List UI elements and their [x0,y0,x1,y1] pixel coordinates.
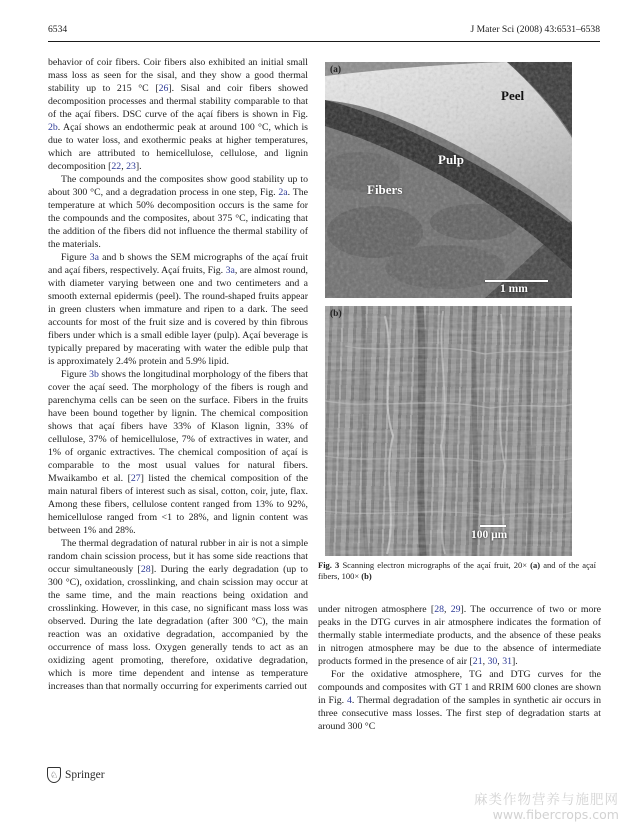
page-header [48,24,600,35]
citation-link[interactable]: 21 [472,656,483,667]
sem-fruit-image [325,62,572,298]
citation-link[interactable]: 29 [450,604,461,615]
watermark-line2: www.fibercrops.com [492,806,619,822]
scale-bar-a [485,280,548,282]
citation-link[interactable]: 31 [502,656,512,667]
sem-micrograph-fruit [325,62,572,298]
watermark [474,793,619,822]
sem-micrograph-fibers [325,306,572,556]
pulp-annotation: Pulp [438,152,465,167]
scale-text-a: 1 mm [500,283,528,295]
paragraph: Figure 3b shows the longitudinal morphology of the fibers that cover the açaí seed. The morphology of the fibers is rough and parenchyma cells can be seen on the surface. Fibers in the fruits have been bound together by lignin. The chemical composition shows that açaí fibers have 33% of Klason lignin, 33% of cellulose, 37% of hemicellulose, 7% of extractives in water, and 1% of organic extractives. The chemical composition of açaí is comparable to the most usual values for natural fibers. Mwaikambo et al. [27] listed the chemical composition of the main natural fibers of interest such as sisal, cotton, coir, jute, flax. Among these fibers, cellulose content ranged from 13% to 92%, hemicellulose ranged from <1 to 28%, and lignin content was between 1% and 28%. [48,369,308,536]
figure-caption: Fig. 3 Scanning electron micrographs of the açaí fruit, 20× (a) and of the açaí fibers, 100× (b) [318,560,596,581]
publisher-name: Springer [65,769,105,781]
panel-b-letter: (b) [330,309,342,319]
paragraph: The thermal degradation of natural rubber in air is not a simple random chain scission process, but it has some side reactions that occur simultaneously [28]. During the early degradation (up to 300 °C), oxidation, crosslinking, and chain scission may occur at the same time, and the main reactions being oxidation and crosslinking. However, in this case, no significant mass loss was observed. During the late degradation (after 300 °C), the main reaction was an oxidative degradation, accompanied by the occurrence of mass loss. Oxygen generally tends to act as an oxidizing agent promoting, therefore, oxidative degradation, which is more time dependent and intense as temperature increases than that normally occurring for experiments carried out [48,538,308,692]
citation-link[interactable]: 3a [225,265,235,276]
journal-reference: J Mater Sci (2008) 43:6531–6538 [470,24,600,35]
watermark-line1: 麻类作物营养与施肥网 [474,792,619,808]
paragraph: behavior of coir fibers. Coir fibers also exhibited an initial small mass loss as seen for the sisal, and they show a good thermal stability up to 215 °C [26]. Sisal and coir fibers showed decomposition processes and thermal stability comparable to that of the açaí fibers. DSC curve of the açaí fibers is shown in Fig. 2b. Açaí shows an endothermic peak at around 100 °C, which is due to water loss, and exothermic peaks at higher temperatures, which are attributed to hemicellulose, cellulose, and lignin decomposition [22, 23]. [48,57,308,172]
citation-link[interactable]: 3b [89,369,99,380]
fibers-annotation: Fibers [367,182,403,197]
page-number: 6534 [48,24,68,35]
peel-annotation: Peel [501,88,525,103]
citation-link[interactable]: 28 [434,604,444,615]
citation-link[interactable]: 2b [48,122,58,133]
scale-bar-b [480,525,506,527]
paragraph: Figure 3a and b shows the SEM micrographs of the açaí fruit and açaí fibers, respectively. Açaí fruits, Fig. 3a, are almost round, with diameter varying between one and two centimeters and a smooth external epidermis (peel). The round-shaped fruits appear in green clusters when immature and ripen to a dark. The seed accounts for most of the fruit size and is covered by thin fibrous fibers under which is a small edible layer (pulp). Açaí beverage is typically prepared by macerating with water the edible pulp that is approximately 2.4% protein and 5.9% lipid. [48,252,308,367]
sem-fibers-image [325,306,572,556]
citation-link[interactable]: 28 [140,564,151,575]
citation-link[interactable]: 2a [278,187,288,198]
citation-link[interactable]: 26 [158,83,169,94]
citation-link[interactable]: 3a [89,252,99,263]
springer-logo-icon: ♘ [47,767,61,783]
citation-link[interactable]: 4 [346,695,352,706]
citation-link[interactable]: 30 [487,656,498,667]
scale-text-b: 100 μm [471,529,508,541]
paragraph: For the oxidative atmosphere, TG and DTG curves for the compounds and composites with GT 1 and RRIM 600 clones are shown in Fig. 4. Thermal degradation of the samples in synthetic air occurs in three consecutive mass losses. The first step of degradation starts at around 300 °C [318,669,601,732]
panel-a-letter: (a) [330,65,342,75]
citation-link[interactable]: 27 [130,473,141,484]
right-column [318,603,601,733]
citation-link[interactable]: 22 [111,161,122,172]
header-rule [48,41,600,42]
paragraph: The compounds and the composites show good stability up to about 300 °C, and a degradation process in one step, Fig. 2a. The temperature at which 50% decomposition occurs is the same for the compounds and the composites, about 375 °C, indicating that the addition of the fibers did not influence the thermal stability of the materials. [48,174,308,250]
figure-3 [325,62,572,556]
left-column [48,56,308,693]
citation-link[interactable]: 23 [126,161,136,172]
paragraph: under nitrogen atmosphere [28, 29]. The occurrence of two or more peaks in the DTG curves in air atmosphere indicates the formation of thermally stable intermediate products, and the absence of these peaks in nitrogen atmosphere may be due to the absence of intermediate products formed in the presence of air [21, 30, 31]. [318,604,601,667]
publisher-footer [47,767,105,783]
